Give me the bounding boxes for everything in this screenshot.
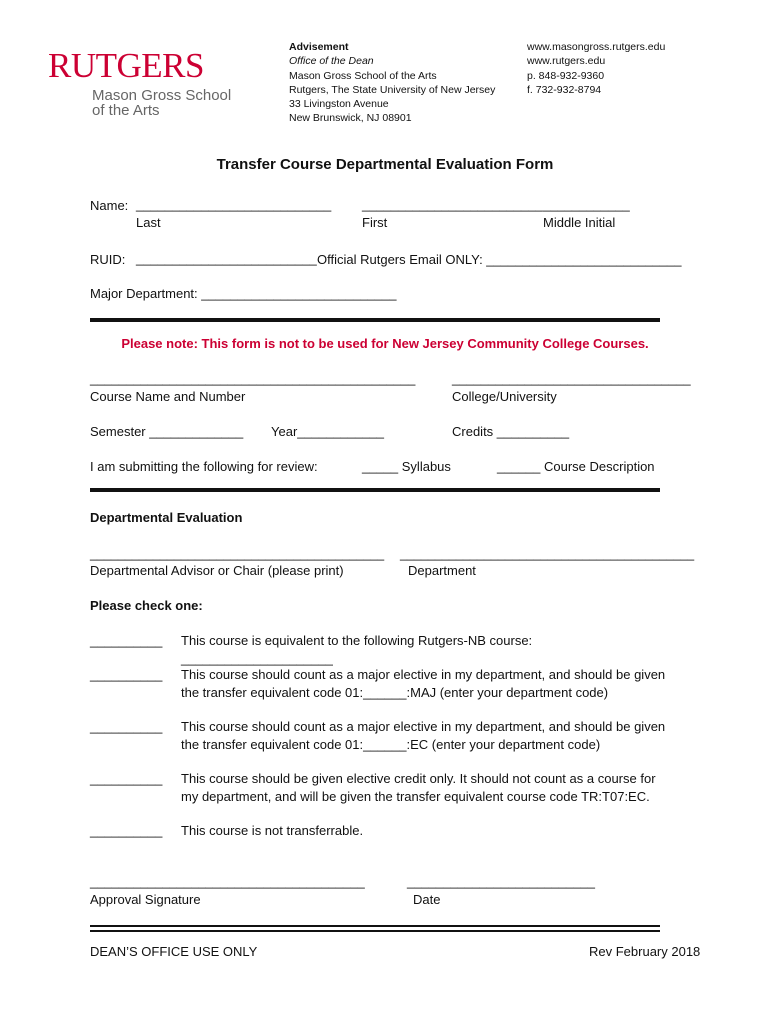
- divider-top: [90, 318, 660, 322]
- option-2-checkbox[interactable]: __________: [90, 667, 163, 682]
- advisor-field[interactable]: __________________________________________: [90, 547, 385, 561]
- signature-field[interactable]: ______________________________________: [90, 874, 365, 889]
- course-description-checkbox[interactable]: ______ Course Description: [497, 459, 655, 474]
- option-5-text: This course is not transferrable.: [181, 823, 364, 838]
- address-street: 33 Livingston Avenue: [289, 98, 389, 111]
- college-label: College/University: [452, 389, 557, 404]
- department-label: Department: [408, 563, 476, 578]
- option-5-checkbox[interactable]: __________: [90, 823, 163, 838]
- department-field[interactable]: __________________________________________: [400, 547, 695, 561]
- logo-subtitle-line1: Mason Gross School: [92, 87, 232, 104]
- major-department-field[interactable]: Major Department: ___________________________: [90, 286, 397, 301]
- divider-bottom-1: [90, 925, 660, 927]
- deans-office-label: DEAN’S OFFICE USE ONLY: [90, 944, 258, 959]
- signature-label: Approval Signature: [90, 892, 201, 907]
- advisor-label: Departmental Advisor or Chair (please print): [90, 563, 344, 578]
- last-label: Last: [136, 215, 161, 230]
- ruid-label: RUID:: [90, 252, 126, 267]
- option-3-text: This course should count as a major elective in my department, and should be given the transfer equivalent code 01:______:EC (enter your department code): [181, 719, 666, 752]
- course-name-field[interactable]: _____________________________________________: [90, 371, 416, 386]
- address-school: Mason Gross School of the Arts: [289, 69, 437, 82]
- website-masongross[interactable]: www.masongross.rutgers.edu: [527, 41, 666, 53]
- option-1-text: This course is equivalent to the following Rutgers-NB course: _____________________: [181, 633, 533, 666]
- email-field[interactable]: Official Rutgers Email ONLY: ___________________________: [317, 252, 682, 267]
- option-2-text: This course should count as a major elective in my department, and should be given the transfer equivalent code 01:______:MAJ (enter your department code): [181, 667, 666, 700]
- submitting-label: I am submitting the following for review:: [90, 459, 318, 474]
- address-city: New Brunswick, NJ 08901: [289, 112, 412, 125]
- option-1-checkbox[interactable]: __________: [90, 633, 163, 648]
- note-warning: Please note: This form is not to be used for New Jersey Community College Courses.: [121, 336, 649, 351]
- course-name-label: Course Name and Number: [90, 389, 246, 404]
- phone-number: p. 848-932-9360: [527, 69, 605, 82]
- college-field[interactable]: _________________________________: [452, 371, 691, 386]
- website-rutgers[interactable]: www.rutgers.edu: [527, 55, 606, 68]
- contact-block: [527, 40, 665, 97]
- middle-initial-label: Middle Initial: [543, 215, 616, 230]
- revision-date: Rev February 2018: [589, 944, 701, 959]
- option-4-text: This course should be given elective credit only. It should not count as a course for my department, and will be given the transfer equivalent course code TR:T07:EC.: [181, 771, 656, 804]
- address-block: [289, 40, 495, 126]
- ruid-field[interactable]: _________________________: [136, 251, 317, 266]
- date-label: Date: [413, 892, 441, 907]
- address-title: Advisement: [289, 41, 349, 53]
- address-university: Rutgers, The State University of New Jersey: [289, 83, 496, 96]
- credits-field[interactable]: Credits __________: [452, 424, 570, 439]
- evaluation-heading: Departmental Evaluation: [90, 510, 243, 525]
- year-field[interactable]: Year____________: [271, 424, 385, 439]
- form-title: Transfer Course Departmental Evaluation Form: [216, 156, 554, 173]
- rutgers-logo: RUTGERS: [48, 46, 204, 85]
- name-last-field[interactable]: ___________________________: [136, 197, 332, 212]
- first-label: First: [362, 215, 388, 230]
- semester-field[interactable]: Semester _____________: [90, 424, 244, 439]
- check-one-heading: Please check one:: [90, 598, 203, 613]
- option-3-checkbox[interactable]: __________: [90, 719, 163, 734]
- syllabus-checkbox[interactable]: _____ Syllabus: [362, 459, 451, 474]
- date-field[interactable]: __________________________: [407, 874, 595, 889]
- option-4-checkbox[interactable]: __________: [90, 771, 163, 786]
- name-label: Name:: [90, 198, 129, 213]
- fax-number: f. 732-932-8794: [527, 83, 602, 96]
- divider-middle: [90, 488, 660, 492]
- address-office: Office of the Dean: [289, 55, 374, 68]
- name-first-field[interactable]: _________________________: [362, 197, 543, 212]
- divider-bottom-2: [90, 930, 660, 932]
- name-middle-field[interactable]: ____________: [543, 197, 630, 212]
- logo-subtitle-line2: of the Arts: [92, 102, 160, 119]
